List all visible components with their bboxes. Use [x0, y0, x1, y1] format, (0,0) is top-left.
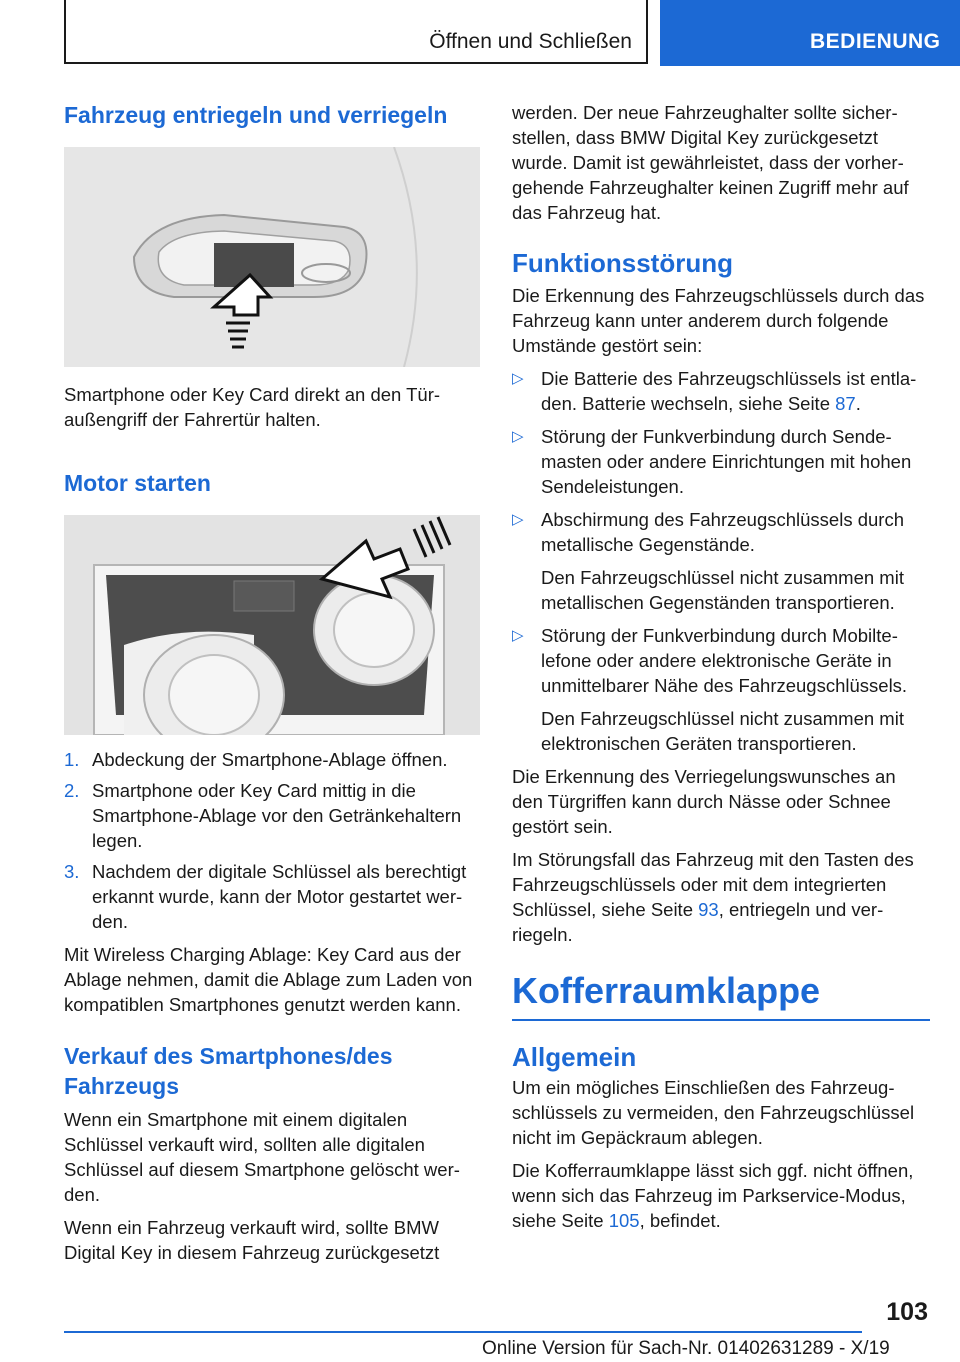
bullet-text: Abschirmung des Fahrzeugschlüssels durch metallische Gegenstände. — [541, 509, 904, 555]
paragraph-unlock: Smartphone oder Key Card direkt an den Türaußengriff der Fahrertür halten. — [64, 384, 441, 430]
step-number: 3. — [64, 861, 80, 882]
door-handle-illustration — [64, 147, 480, 367]
fault-list — [512, 366, 930, 756]
bullet-text-end: . — [855, 393, 861, 414]
list-item — [512, 424, 930, 499]
footer-divider — [64, 1331, 862, 1333]
bullet-text: Die Batterie des Fahrzeugschlüssels ist entladen. Batterie wechseln, siehe Seite — [541, 368, 917, 414]
general-text: Die Kofferraumklappe lässt sich ggf. nicht öffnen, wenn sich das Fahrzeug im Parkservice-Modus, siehe Seite — [512, 1160, 914, 1231]
heading-unlock: Fahrzeug entriegeln und verriegeln — [64, 102, 448, 128]
list-item — [512, 507, 930, 615]
paragraph-general-1: Um ein mögliches Einschließen des Fahrzeugschlüssels zu vermeiden, den Fahrzeugschlüssel nicht im Gepäckraum ablegen. — [512, 1077, 915, 1148]
heading-general: Allgemein — [512, 1042, 637, 1072]
paragraph-general-2 — [512, 1158, 930, 1233]
bullet-text: Störung der Funkverbindung durch Mobiltelefone oder andere elektronische Geräte in unmittelbarer Nähe des Fahrzeugschlüssels. — [541, 625, 908, 696]
list-item — [64, 859, 480, 934]
list-item — [512, 366, 930, 416]
paragraph-wireless: Mit Wireless Charging Ablage: Key Card aus der Ablage nehmen, damit die Ablage zum Laden von kompatiblen Smartphones genutzt werden kann. — [64, 944, 473, 1015]
heading-sale: Verkauf des Smartphones/des Fahrzeugs — [64, 1043, 393, 1099]
smartphone-tray-illustration — [64, 515, 480, 735]
bullet-triangle-icon: ▷ — [512, 428, 524, 445]
header-frame — [64, 0, 648, 64]
page-number: 103 — [886, 1298, 928, 1326]
page-link-87[interactable]: 87 — [835, 393, 856, 414]
footer-online-version: Online Version für Sach-Nr. 01402631289 - X/19 — [482, 1338, 890, 1359]
bullet-sub-text: Den Fahrzeugschlüssel nicht zusammen mit metallischen Gegenständen transportieren. — [541, 567, 904, 613]
failure-text: Im Störungsfall das Fahrzeug mit den Tasten des Fahrzeugschlüssels oder mit dem integrierten Schlüssel, siehe Seite — [512, 849, 914, 920]
list-item — [64, 747, 480, 772]
paragraph-sale-2: Wenn ein Fahrzeug verkauft wird, sollte BMW Digital Key in diesem Fahrzeug zurückgesetzt — [64, 1217, 440, 1263]
bullet-text: Störung der Funkverbindung durch Sendemasten oder andere Einrichtungen mit hohen Sendeleistungen. — [541, 426, 912, 497]
step-number: 1. — [64, 749, 80, 770]
step-text: Smartphone oder Key Card mittig in die Smartphone-Ablage vor den Getränkehaltern legen. — [92, 780, 462, 851]
chapter-heading: Kofferraumklappe — [512, 969, 930, 1021]
paragraph-sale-1: Wenn ein Smartphone mit einem digitalen Schlüssel verkauft wird, sollten alle digitalen Schlüssel auf diesem Smartphone gelöscht werden. — [64, 1109, 460, 1205]
step-text: Nachdem der digitale Schlüssel als berechtigt erkannt wurde, kann der Motor gestartet werden. — [92, 861, 467, 932]
heading-start: Motor starten — [64, 470, 211, 496]
paragraph-failure — [512, 847, 930, 947]
step-number: 2. — [64, 780, 80, 801]
paragraph-continued: werden. Der neue Fahrzeughalter sollte sicherstellen, dass BMW Digital Key zurückgesetzt wurde. Damit ist gewährleistet, dass der vorhergehende Fahrzeughalter keinen Zugriff mehr auf das Fahrzeug hat. — [512, 102, 909, 223]
general-text-end: , befindet. — [639, 1210, 721, 1231]
heading-fault: Funktionsstörung — [512, 248, 733, 278]
right-column — [512, 100, 930, 1233]
list-item — [512, 623, 930, 756]
bullet-sub-text: Den Fahrzeugschlüssel nicht zusammen mit elektronischen Geräten transportieren. — [541, 708, 904, 754]
bullet-triangle-icon: ▷ — [512, 370, 524, 387]
list-item — [64, 778, 480, 853]
page-link-93[interactable]: 93 — [698, 899, 719, 920]
step-text: Abdeckung der Smartphone-Ablage öffnen. — [92, 749, 448, 770]
header-tab — [660, 0, 960, 66]
header-tab-label: BEDIENUNG — [810, 30, 941, 53]
bullet-triangle-icon: ▷ — [512, 511, 524, 528]
paragraph-fault: Die Erkennung des Fahrzeugschlüssels durch das Fahrzeug kann unter anderem durch folgende Umstände gestört sein: — [512, 285, 925, 356]
start-steps — [64, 747, 480, 934]
header-title: Öffnen und Schließen — [429, 30, 632, 53]
bullet-triangle-icon: ▷ — [512, 627, 524, 644]
left-column — [64, 100, 480, 1265]
failure-text-end: , entriegeln und verriegeln. — [512, 899, 884, 945]
page-link-105[interactable]: 105 — [608, 1210, 640, 1231]
paragraph-lock: Die Erkennung des Verriegelungswunsches an den Türgriffen kann durch Nässe oder Schnee gestört sein. — [512, 766, 896, 837]
